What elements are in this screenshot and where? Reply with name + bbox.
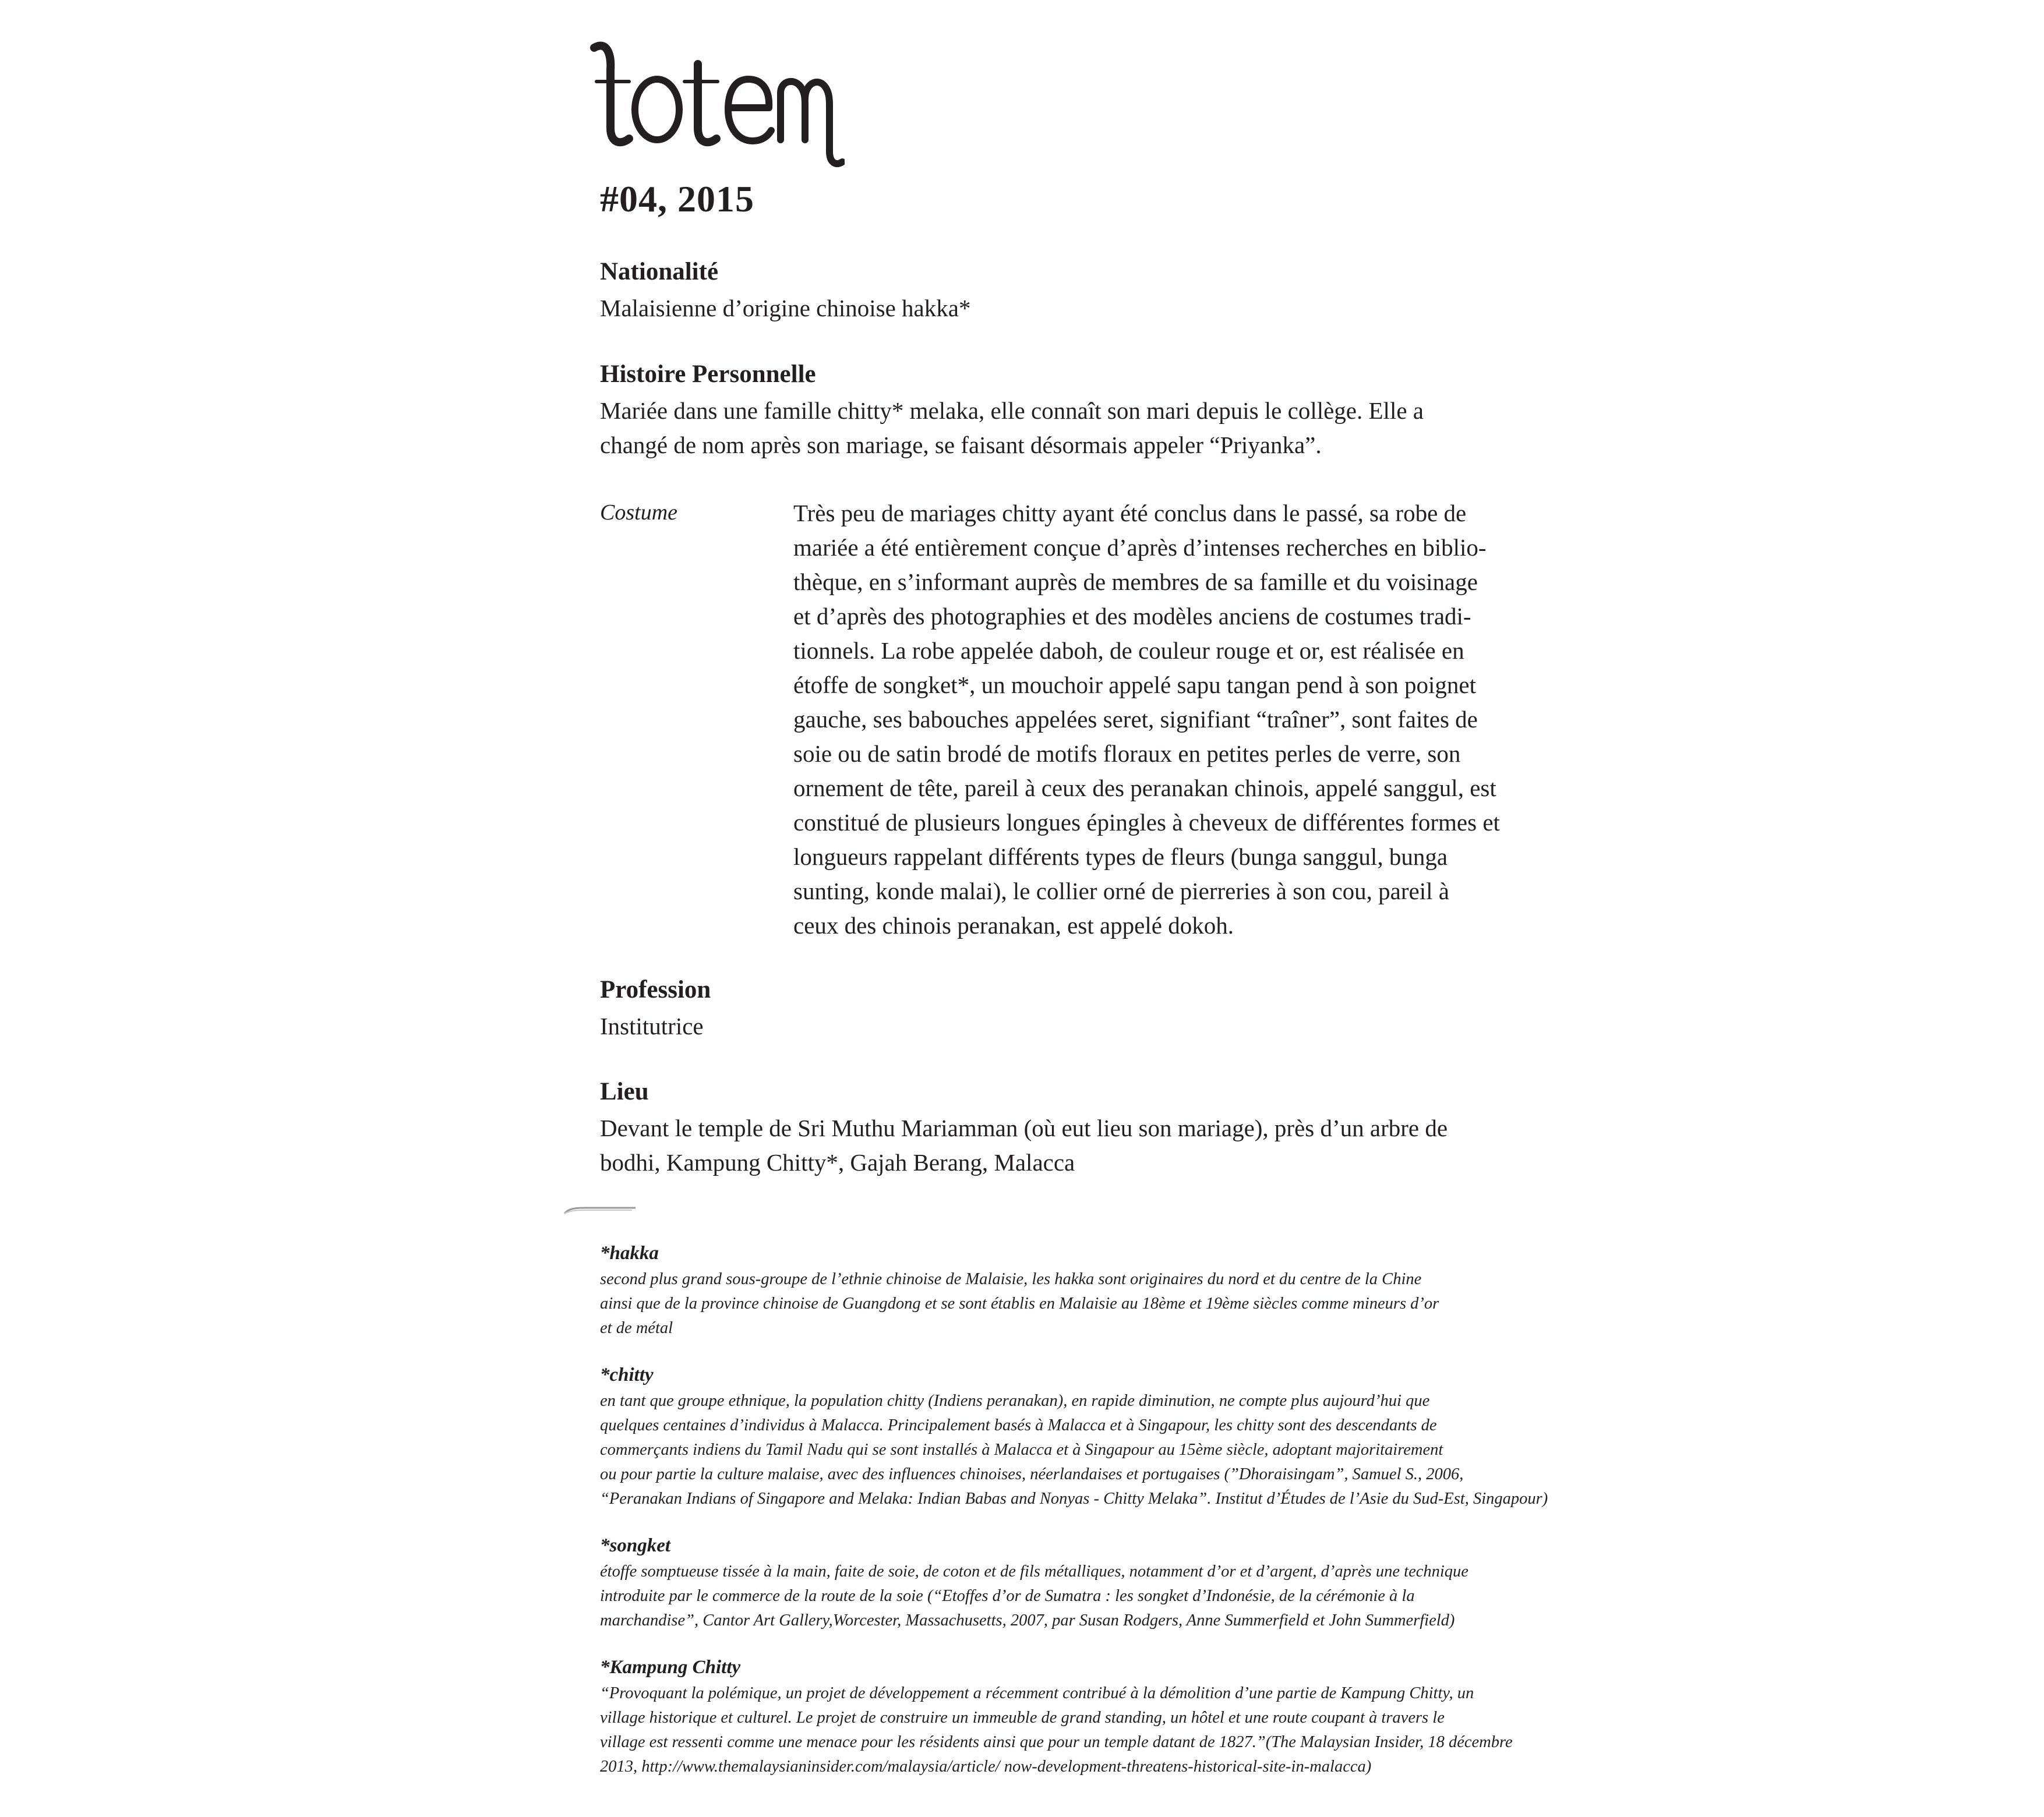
profession-value: Institutrice <box>600 1013 704 1040</box>
note-text-songket <box>600 1560 1538 1633</box>
note-line: et de métal <box>600 1319 673 1337</box>
note-term-kampung-chitty: *Kampung Chitty <box>600 1657 741 1678</box>
note-line: “Peranakan Indians of Singapore and Melaka: Indian Babas and Nonyas - Chitty Melaka”. Institut d’Études de l’Asie du Sud-Est, Singapour) <box>600 1490 1548 1508</box>
costume-line: gauche, ses babouches appelées seret, signifiant “traîner”, sont faites de <box>793 706 1478 733</box>
note-line: ou pour partie la culture malaise, avec des influences chinoises, néerlandaises et portugaises (”Dhoraisingam”, Samuel S., 2006, <box>600 1465 1464 1483</box>
note-line: “Provoquant la polémique, un projet de développement a récemment contribué à la démolition d’une partie de Kampung Chitty, un <box>600 1684 1474 1702</box>
note-text-hakka <box>600 1267 1538 1341</box>
nationality-text <box>600 291 1532 326</box>
costume-line: ornement de tête, pareil à ceux des peranakan chinois, appelé sanggul, est <box>793 775 1496 801</box>
nationality-value: Malaisienne d’origine chinoise hakka* <box>600 295 971 321</box>
profession-text <box>600 1009 1532 1044</box>
nationality-title: Nationalité <box>600 258 719 285</box>
history-title: Histoire Personnelle <box>600 360 816 388</box>
costume-line: sunting, konde malai), le collier orné de pierreries à son cou, pareil à <box>793 878 1449 904</box>
costume-label: Costume <box>600 500 677 525</box>
note-term-chitty: *chitty <box>600 1364 654 1385</box>
costume-line: et d’après des photographies et des modèles anciens de costumes tradi- <box>793 603 1471 630</box>
costume-text <box>793 496 1533 943</box>
costume-line: longueurs rappelant différents types de fleurs (bunga sanggul, bunga <box>793 843 1448 870</box>
note-text-kampung-chitty <box>600 1681 1538 1779</box>
costume-line: étoffe de songket*, un mouchoir appelé sapu tangan pend à son poignet <box>793 671 1476 698</box>
history-line: Mariée dans une famille chitty* melaka, elle connaît son mari depuis le collège. Elle a <box>600 397 1424 424</box>
note-line: en tant que groupe ethnique, la population chitty (Indiens peranakan), en rapide diminution, ne compte plus aujourd’hui que <box>600 1392 1430 1410</box>
history-line: changé de nom après son mariage, se faisant désormais appeler “Priyanka”. <box>600 432 1322 458</box>
logo-text: totem <box>588 35 590 36</box>
note-line: 2013, http://www.themalaysianinsider.com/malaysia/article/ now-development-threatens-historical-site-in-malacca) <box>600 1758 1372 1776</box>
place-text <box>600 1111 1532 1180</box>
place-line: bodhi, Kampung Chitty*, Gajah Berang, Malacca <box>600 1149 1075 1176</box>
issue-number: #04, 2015 <box>600 178 754 220</box>
totem-logo <box>588 35 845 169</box>
costume-line: soie ou de satin brodé de motifs floraux en petites perles de verre, son <box>793 740 1461 767</box>
note-line: second plus grand sous-groupe de l’ethnie chinoise de Malaisie, les hakka sont originaires du nord et du centre de la Chine <box>600 1270 1422 1288</box>
note-term-hakka: *hakka <box>600 1243 659 1264</box>
footnote-divider <box>562 1204 638 1216</box>
note-text-chitty <box>600 1389 1548 1511</box>
note-line: village historique et culturel. Le projet de construire un immeuble de grand standing, un hôtel et une route coupant à travers le <box>600 1709 1445 1727</box>
costume-line: thèque, en s’informant auprès de membres de sa famille et du voisinage <box>793 568 1478 595</box>
note-line: introduite par le commerce de la route de la soie (“Etoffes d’or de Sumatra : les songket d’Indonésie, de la cérémonie à la <box>600 1587 1415 1605</box>
costume-line: ceux des chinois peranakan, est appelé dokoh. <box>793 912 1234 939</box>
place-line: Devant le temple de Sri Muthu Mariamman (où eut lieu son mariage), près d’un arbre de <box>600 1115 1448 1141</box>
costume-line: constitué de plusieurs longues épingles à cheveux de différentes formes et <box>793 809 1500 836</box>
place-title: Lieu <box>600 1078 649 1105</box>
note-term-songket: *songket <box>600 1535 671 1556</box>
note-line: ainsi que de la province chinoise de Guangdong et se sont établis en Malaisie au 18ème et 19ème siècles comme mineurs d’or <box>600 1295 1439 1313</box>
history-text <box>600 394 1532 462</box>
note-line: commerçants indiens du Tamil Nadu qui se sont installés à Malacca et à Singapour au 15ème siècle, adoptant majoritairement <box>600 1441 1443 1459</box>
costume-line: Très peu de mariages chitty ayant été conclus dans le passé, sa robe de <box>793 500 1467 526</box>
costume-line: mariée a été entièrement conçue d’après d’intenses recherches en biblio- <box>793 534 1487 561</box>
profession-title: Profession <box>600 976 711 1003</box>
costume-line: tionnels. La robe appelée daboh, de couleur rouge et or, est réalisée en <box>793 637 1464 664</box>
note-line: village est ressenti comme une menace pour les résidents ainsi que pour un temple datant de 1827.”(The Malaysian Insider, 18 décembre <box>600 1733 1513 1751</box>
note-line: quelques centaines d’individus à Malacca. Principalement basés à Malacca et à Singapour, les chitty sont des descendants de <box>600 1416 1437 1434</box>
note-line: étoffe somptueuse tissée à la main, faite de soie, de coton et de fils métalliques, notamment d’or et d’argent, d’après une technique <box>600 1563 1468 1581</box>
note-line: marchandise”, Cantor Art Gallery,Worcester, Massachusetts, 2007, par Susan Rodgers, Anne Summerfield et John Summerfield) <box>600 1611 1455 1629</box>
